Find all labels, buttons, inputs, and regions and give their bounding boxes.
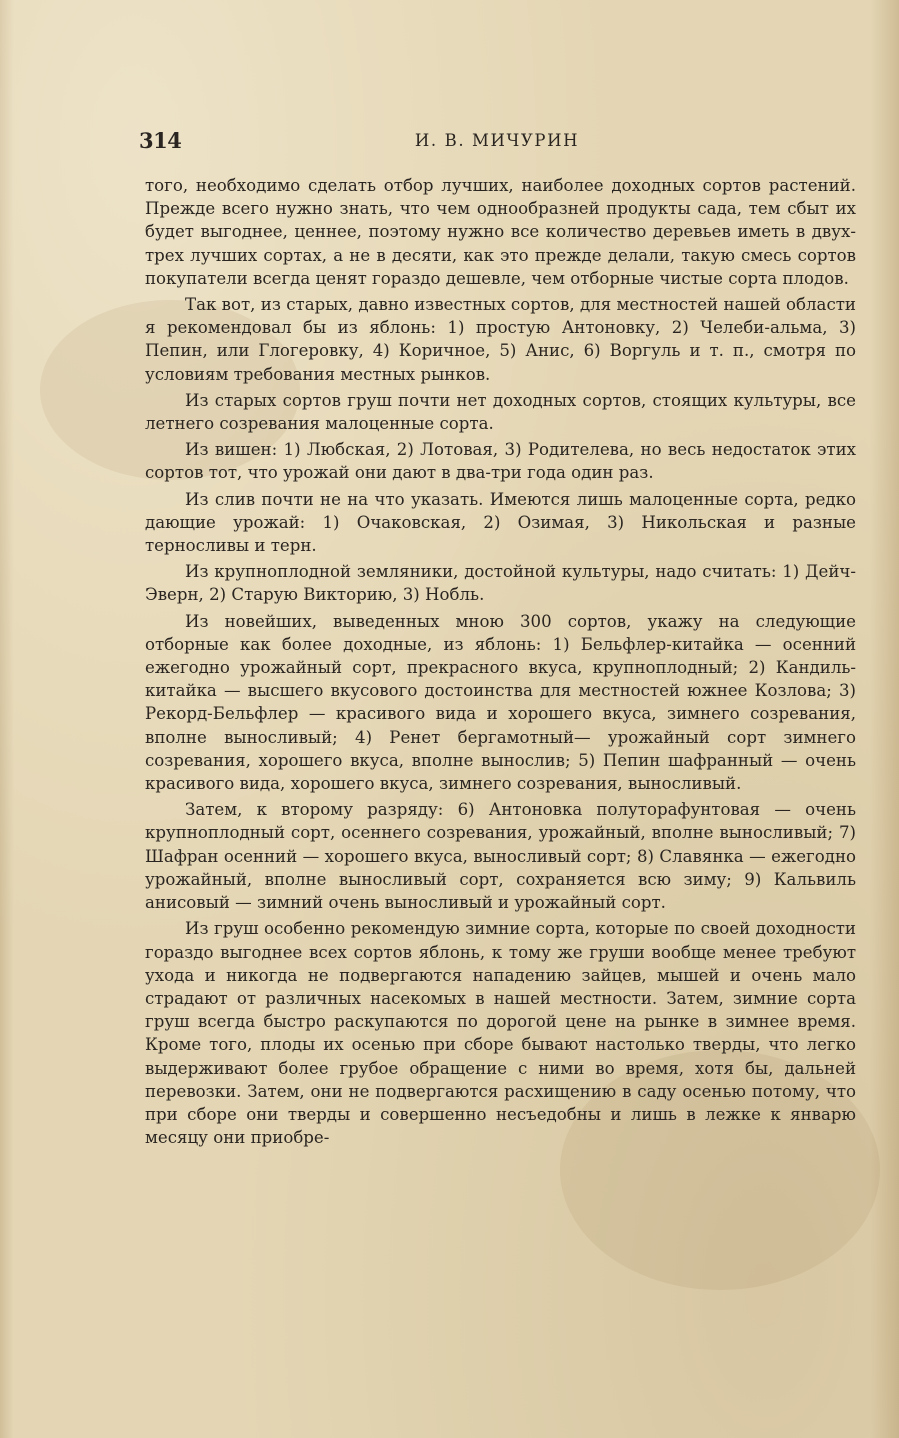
- paragraph: Из слив почти не на что указать. Имеются лишь малоценные сорта, редко дающие урожай: 1) Очаковская, 2) Озимая, 3) Никольская и разные терносливы и терн.: [145, 489, 856, 556]
- page-number: 314: [139, 128, 182, 153]
- paragraph: Затем, к второму разряду: 6) Антоновка полуторафунтовая — очень крупноплодный сорт, осеннего созревания, урожайный, вполне выносливый; 7) Шафран осенний — хорошего вкуса, выносливый сорт; 8) Славянка — ежегодно урожайный, вполне выносливый сорт, сохраняется всю зиму; 9) Кальвиль анисовый — зимний очень выносливый и урожайный сорт.: [145, 800, 856, 913]
- paragraph: Из крупноплодной земляники, достойной культуры, надо считать: 1) Дейч-Эверн, 2) Старую Викторию, 3) Нобль.: [145, 562, 856, 605]
- paragraph: Из груш особенно рекомендую зимние сорта, которые по своей доходности гораздо выгоднее всех сортов яблонь, к тому же груши вообще менее требуют ухода и никогда не подвергаются нападению зайцев, мышей и очень мало страдают от различных насекомых в нашей местности. Затем, зимние сорта груш всегда быстро раскупаются по дорогой цене на рынке в зимнее время. Кроме того, плоды их осенью при сборе бывают настолько тверды, что легко выдерживают более грубое обращение с ними во время, хотя бы, дальней перевозки. Затем, они не подвергаются расхищению в саду осенью потому, что при сборе они тверды и совершенно несъедобны и лишь в лежке к январю месяцу они приобре-: [145, 919, 856, 1148]
- paragraph: Так вот, из старых, давно известных сортов, для местностей нашей области я рекомендовал бы из яблонь: 1) простую Антоновку, 2) Челеби-альма, 3) Пепин, или Глогеровку, 4) Коричное, 5) Анис, 6) Воргуль и т. п., смотря по условиям требования местных рынков.: [145, 295, 856, 384]
- paragraph: Из вишен: 1) Любская, 2) Лотовая, 3) Родителева, но весь недостаток этих сортов тот, что урожай они дают в два-три года один раз.: [145, 440, 856, 483]
- paragraph: Из старых сортов груш почти нет доходных сортов, стоящих культуры, все летнего созревания малоценные сорта.: [145, 390, 856, 434]
- body-text: [145, 174, 856, 1152]
- page-header: [139, 128, 855, 156]
- paragraph: Из новейших, выведенных мною 300 сортов, укажу на следующие отборные как более доходные, из яблонь: 1) Бельфлер-китайка — осенний ежегодно урожайный сорт, прекрасного вкуса, крупноплодный; 2) Кандиль-китайка — высшего вкусового достоинства для местностей южнее Козлова; 3) Рекорд-Бельфлер — красивого вида и хорошего вкуса, зимнего созревания, вполне выносливый; 4) Ренет бергамотный— урожайный сорт зимнего созревания, хорошего вкуса, вполне вынослив; 5) Пепин шафранный — очень красивого вида, хорошего вкуса, зимнего созревания, выносливый.: [145, 611, 856, 794]
- paragraph: того, необходимо сделать отбор лучших, наиболее доходных сортов растений. Прежде всего нужно знать, что чем однообразней продукты сада, тем сбыт их будет выгоднее, ценнее, поэтому нужно все количество деревьев иметь в двух-трех лучших сортах, а не в десяти, как это прежде делали, такую смесь сортов покупатели всегда ценят гораздо дешевле, чем отборные чистые сорта плодов.: [145, 176, 856, 288]
- running-head: И. В. МИЧУРИН: [414, 131, 580, 150]
